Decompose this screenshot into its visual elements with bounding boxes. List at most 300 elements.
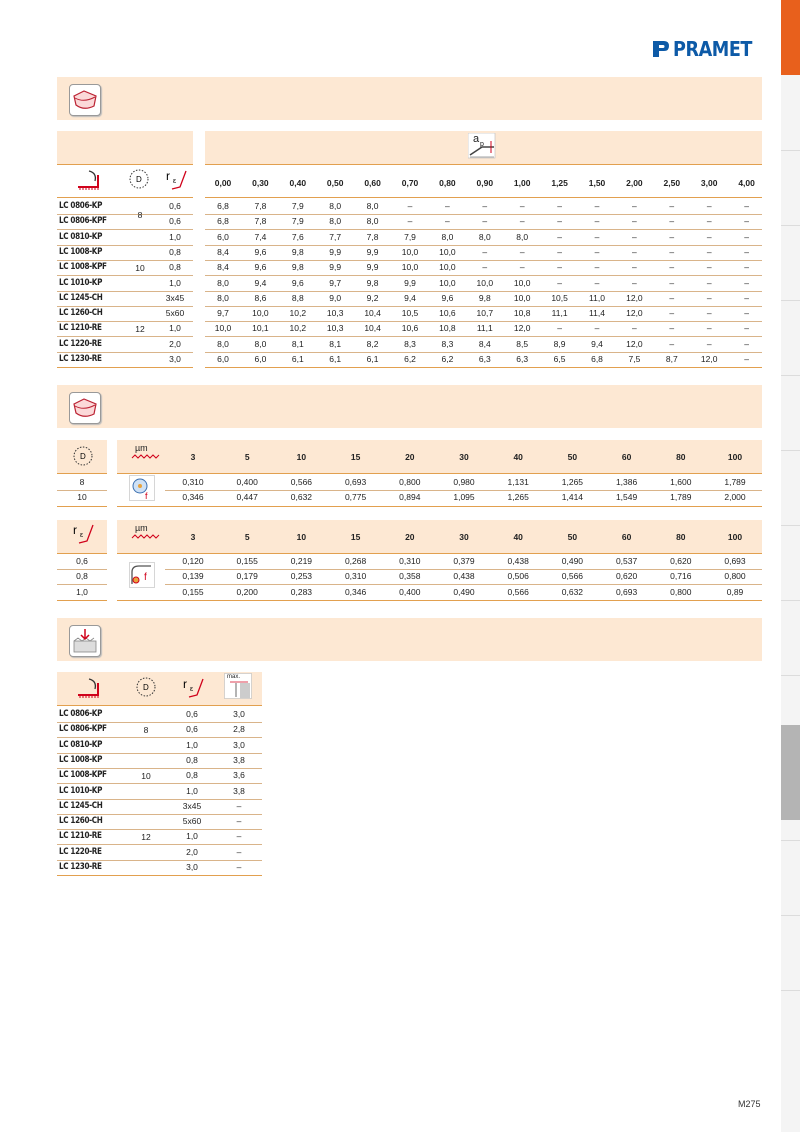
table-cell: 8,1 (329, 338, 342, 349)
table-cell: 12,0 (626, 338, 643, 349)
row-divider (205, 229, 762, 230)
row-divider (57, 722, 262, 723)
corner-radius-value: 1,0 (186, 739, 198, 750)
corner-radius-value: 0,8 (186, 770, 198, 781)
product-name: LC 1210-RE (59, 323, 102, 334)
table3-header-rule (117, 553, 762, 554)
table-cell: – (594, 262, 600, 273)
feed-value-cell: 0,447 (236, 492, 258, 503)
table-cell: 9,8 (478, 292, 491, 303)
table-cell: 10,5 (401, 308, 419, 319)
table-cell: – (594, 323, 600, 334)
roughness-column-header: 10 (296, 532, 307, 542)
row-divider (57, 214, 193, 215)
table1-left-header-band (57, 131, 193, 164)
product-name: LC 1220-RE (59, 846, 102, 857)
feed-value-cell: 0,438 (507, 556, 529, 566)
max-depth-value: – (236, 862, 242, 872)
ap-column-header: 1,25 (551, 178, 568, 188)
table-cell: – (669, 246, 675, 257)
feed-value-cell: 2,000 (724, 492, 746, 503)
feed-value-cell: 0,537 (615, 556, 638, 566)
table-cell: 9,4 (254, 277, 267, 288)
table-cell: – (706, 262, 712, 273)
feed-value-cell: 0,566 (290, 477, 313, 487)
table-cell: 8,1 (291, 338, 304, 349)
ap-column-header: 0,60 (364, 178, 381, 188)
table-cell: – (744, 277, 749, 288)
side-index-divider (781, 840, 800, 841)
max-depth-icon (224, 673, 252, 699)
table-cell: – (706, 292, 712, 303)
table1-header-rule (205, 164, 762, 165)
ap-column-header: 1,00 (513, 178, 531, 188)
table1-header-rule (57, 164, 193, 165)
table-cell: 6,2 (441, 354, 454, 364)
feed-value-cell: 0,120 (182, 556, 204, 566)
corner-radius-value: 5x60 (182, 816, 202, 827)
roughness-column-header: 30 (459, 452, 469, 462)
ap-column-header: 0,80 (439, 178, 456, 188)
product-name: LC 1230-RE (59, 354, 102, 364)
feed-value-cell: 1,789 (670, 492, 692, 503)
product-name: LC 1220-RE (59, 338, 102, 349)
table-cell: 6,1 (366, 354, 379, 364)
table-cell: 12,0 (626, 292, 643, 303)
table-cell: 10,4 (364, 323, 381, 334)
corner-radius-value: 3,0 (169, 354, 181, 364)
corner-radius-value: 0,8 (169, 262, 181, 273)
table-cell: 6,0 (217, 231, 229, 242)
side-index-divider (781, 600, 800, 601)
ap-column-header: 0,30 (252, 178, 269, 188)
diameter-value: 12 (141, 832, 151, 843)
feed-value-cell: 0,620 (670, 556, 692, 566)
table-cell: 11,1 (476, 323, 493, 334)
table-cell: – (706, 231, 712, 242)
table-cell: 6,2 (404, 354, 416, 364)
table-cell: 10,1 (252, 323, 269, 334)
row-divider (205, 245, 762, 246)
product-name: LC 1008-KP (59, 754, 103, 765)
table-cell: 9,7 (329, 277, 342, 288)
svg-text:ε: ε (80, 532, 84, 539)
feed-value-cell: 0,693 (724, 556, 746, 566)
feed-value-cell: 0,310 (399, 556, 421, 566)
ap-column-header: 0,00 (214, 178, 232, 188)
roughness-column-header: 15 (350, 452, 361, 462)
table-cell: – (669, 277, 675, 288)
table-cell: 12,0 (513, 323, 531, 334)
feed-value-cell: 0,490 (453, 586, 475, 597)
max-label: max. (227, 674, 241, 680)
feed-value-cell: 0,632 (561, 586, 584, 597)
feed-value-cell: 1,265 (561, 477, 584, 487)
product-name: LC 1010-KP (59, 785, 103, 796)
table-cell: 8,4 (217, 246, 229, 257)
ap-column-header: 1,50 (588, 178, 606, 188)
diameter-d-icon (72, 445, 94, 467)
table-cell: 8,3 (441, 338, 454, 349)
feed-value-cell: 0,775 (344, 492, 367, 503)
feed-value-cell: 0,400 (399, 586, 421, 597)
row-divider (57, 569, 107, 570)
section-band-3 (57, 618, 762, 661)
table1-bottom-rule (57, 367, 193, 368)
corner-radius-value: 0,8 (76, 571, 88, 582)
product-name: LC 0810-KP (59, 231, 103, 242)
table-cell: 6,3 (478, 354, 491, 364)
product-name: LC 0806-KPF (59, 216, 107, 227)
max-depth-value: – (236, 831, 242, 842)
roughness-column-header: 100 (727, 532, 743, 542)
row-divider (205, 352, 762, 353)
table-cell: – (407, 201, 413, 211)
table-cell: – (445, 201, 450, 211)
ap-column-header: 0,70 (401, 178, 419, 188)
corner-radius-value: 1,0 (76, 586, 88, 597)
roughness-column-header: 80 (676, 532, 686, 542)
feed-value-cell: 0,379 (453, 556, 475, 566)
row-divider (205, 260, 762, 261)
roughness-column-header: 50 (567, 532, 578, 542)
feed-diameter-icon (129, 475, 155, 501)
max-depth-value: 3,0 (233, 739, 245, 750)
table-cell: – (744, 231, 749, 242)
product-name: LC 0806-KP (59, 201, 103, 211)
row-divider (57, 844, 262, 845)
svg-text:D: D (136, 175, 142, 184)
table-cell: 10,0 (476, 277, 494, 288)
table-cell: 11,0 (589, 292, 605, 303)
table-cell: 8,6 (254, 292, 267, 303)
table-cell: 6,1 (291, 354, 304, 364)
table-cell: 9,8 (291, 262, 304, 273)
row-divider (57, 336, 193, 337)
table-cell: 6,8 (217, 201, 229, 211)
pramet-logo-icon (652, 39, 670, 59)
table-cell: – (744, 201, 749, 211)
roughness-column-header: 5 (244, 452, 250, 462)
table-cell: – (744, 308, 749, 319)
diameter-value: 8 (143, 725, 149, 736)
max-depth-value: 3,8 (233, 754, 245, 765)
table-cell: 8,3 (404, 338, 416, 349)
table2-header-rule (57, 473, 107, 474)
ap-column-header: 0,90 (476, 178, 494, 188)
svg-text:r: r (183, 677, 187, 691)
table-cell: 8,0 (366, 201, 379, 211)
insert-type-icon (75, 675, 101, 699)
row-divider (205, 275, 762, 276)
row-divider (165, 490, 762, 491)
row-divider (57, 814, 262, 815)
table-bottom-rule (57, 506, 107, 507)
table-cell: 8,0 (217, 338, 229, 349)
table-cell: 10,0 (214, 323, 232, 334)
table-cell: – (632, 201, 637, 211)
feed-value-cell: 0,490 (561, 556, 584, 566)
unit-label: µm (135, 523, 148, 533)
table-cell: 10,8 (513, 308, 531, 319)
svg-text:f: f (145, 491, 148, 501)
table-cell: – (706, 277, 712, 288)
feed-value-cell: 0,346 (182, 492, 204, 503)
table-cell: 10,0 (513, 277, 531, 288)
table-cell: 10,0 (439, 277, 456, 288)
roughness-column-header: 20 (405, 452, 415, 462)
table-cell: 10,5 (551, 292, 568, 303)
svg-text:ε: ε (190, 686, 194, 693)
table-cell: – (669, 231, 675, 242)
diameter-value: 10 (77, 492, 87, 503)
ap-column-header: 0,50 (326, 178, 344, 188)
feed-value-cell: 0,566 (507, 586, 529, 597)
feed-value-cell: 1,549 (615, 492, 638, 503)
svg-text:f: f (144, 572, 147, 583)
table-cell: – (519, 216, 525, 227)
table-cell: 9,6 (254, 262, 267, 273)
table-cell: 7,9 (404, 231, 416, 242)
feed-value-cell: 0,620 (615, 571, 638, 582)
corner-radius-value: 0,6 (169, 201, 181, 211)
table-cell: – (744, 338, 749, 349)
table-cell: 12,0 (626, 308, 643, 319)
ap-column-header: 2,00 (626, 178, 643, 188)
row-divider (57, 321, 193, 322)
table2-header-rule (117, 473, 762, 474)
table-cell: 9,8 (366, 277, 379, 288)
table-cell: – (482, 201, 488, 211)
table-cell: 8,0 (254, 338, 267, 349)
side-index-divider (781, 450, 800, 451)
corner-radius-value: 2,0 (169, 338, 181, 349)
table4-bottom-rule (57, 875, 262, 876)
roughness-column-header: 15 (350, 532, 361, 542)
table-cell: 8,5 (516, 338, 529, 349)
product-name: LC 1230-RE (59, 862, 102, 872)
table-cell: – (519, 201, 525, 211)
svg-text:ε: ε (173, 178, 177, 185)
table-cell: 6,0 (254, 354, 267, 364)
max-depth-value: 3,8 (233, 785, 245, 796)
table-cell: – (632, 277, 637, 288)
side-index-divider (781, 915, 800, 916)
corner-radius-value: 1,0 (169, 323, 181, 334)
row-divider (57, 306, 193, 307)
feed-value-cell: 0,310 (182, 477, 204, 487)
feed-value-cell: 0,693 (615, 586, 638, 597)
roughness-column-header: 40 (513, 532, 523, 542)
table-cell: 9,9 (404, 277, 416, 288)
corner-radius-value: 3,0 (186, 862, 198, 872)
row-divider (57, 229, 193, 230)
diameter-value: 12 (135, 324, 145, 335)
table-cell: 7,9 (291, 216, 304, 227)
table-cell: 8,0 (329, 216, 342, 227)
table-cell: – (594, 277, 600, 288)
corner-radius-value: 2,0 (186, 846, 198, 857)
table-cell: – (744, 354, 749, 364)
depth-of-cut-icon (69, 625, 101, 657)
table3-header-rule (57, 553, 107, 554)
table-cell: – (632, 262, 637, 273)
side-index-divider (781, 675, 800, 676)
corner-radius-value: 0,8 (169, 246, 181, 257)
max-depth-value: – (236, 816, 242, 827)
table-cell: – (706, 201, 712, 211)
table-cell: 10,0 (513, 292, 531, 303)
feed-value-cell: 0,400 (236, 477, 258, 487)
row-divider (57, 260, 193, 261)
table-cell: 8,0 (217, 292, 229, 303)
feed-value-cell: 0,155 (182, 586, 204, 597)
side-index-divider (781, 990, 800, 991)
row-divider (57, 860, 262, 861)
table-cell: – (744, 323, 749, 334)
table-cell: 10,6 (401, 323, 419, 334)
table-cell: 10,8 (439, 323, 456, 334)
table-cell: 10,2 (289, 308, 307, 319)
side-index-bar (781, 0, 800, 1132)
feed-value-cell: 1,131 (507, 477, 529, 487)
table1-subheader-rule (57, 197, 193, 198)
table-cell: 10,7 (476, 308, 494, 319)
feed-value-cell: 1,386 (615, 477, 638, 487)
section-band-2 (57, 385, 762, 428)
table-cell: – (482, 246, 488, 257)
page-number: M275 (738, 1099, 761, 1109)
table-cell: 8,4 (478, 338, 491, 349)
table-cell: – (557, 277, 562, 288)
table-cell: – (557, 323, 562, 334)
table-cell: – (594, 216, 600, 227)
row-divider (57, 245, 193, 246)
feed-value-cell: 0,894 (399, 492, 421, 503)
table-cell: 8,0 (441, 231, 454, 242)
table-cell: – (632, 246, 637, 257)
feed-value-cell: 0,155 (236, 556, 258, 566)
side-index-divider (781, 525, 800, 526)
table-cell: – (706, 308, 712, 319)
table-cell: – (632, 323, 637, 334)
corner-radius-value: 5x60 (165, 308, 185, 319)
corner-radius-value: 0,6 (169, 216, 181, 227)
row-divider (165, 569, 762, 570)
corner-radius-value: 1,0 (169, 231, 181, 242)
row-divider (57, 584, 107, 585)
roughness-column-header: 3 (190, 452, 196, 462)
product-name: LC 1260-CH (59, 308, 103, 319)
table-cell: 8,0 (478, 231, 491, 242)
table-cell: 10,0 (401, 262, 419, 273)
roughness-column-header: 10 (296, 452, 307, 462)
table-cell: 9,9 (366, 246, 379, 257)
table-cell: 9,4 (404, 292, 416, 303)
row-divider (57, 799, 262, 800)
diameter-value: 10 (135, 263, 145, 274)
max-depth-value: 3,6 (233, 770, 245, 781)
diameter-value: 10 (141, 771, 151, 782)
table-cell: 8,7 (665, 354, 678, 364)
table-cell: 9,4 (591, 338, 603, 349)
feed-value-cell: 0,438 (453, 571, 475, 582)
row-divider (57, 352, 193, 353)
feed-value-cell: 1,265 (507, 492, 529, 503)
max-depth-value: 3,0 (233, 709, 245, 719)
table-cell: 6,1 (329, 354, 342, 364)
table-cell: 7,9 (291, 201, 304, 211)
diameter-value: 8 (79, 477, 85, 487)
insert-profile-icon (69, 392, 101, 424)
table-cell: 9,2 (366, 292, 379, 303)
feed-value-cell: 0,179 (236, 571, 258, 582)
table-cell: – (669, 262, 675, 273)
feed-value-cell: 0,980 (453, 477, 475, 487)
table-cell: – (557, 246, 562, 257)
table-cell: – (669, 338, 675, 349)
table-cell: 6,8 (217, 216, 229, 227)
row-divider (165, 584, 762, 585)
table-cell: 10,6 (439, 308, 456, 319)
table-cell: – (557, 231, 562, 242)
table-cell: 6,3 (516, 354, 529, 364)
surface-roughness-icon (131, 523, 161, 543)
table-cell: 10,0 (439, 246, 456, 257)
section-band-1 (57, 77, 762, 120)
ap-symbol: a (473, 133, 480, 145)
roughness-column-header: 100 (727, 452, 743, 462)
row-divider (57, 737, 262, 738)
table-cell: – (669, 323, 675, 334)
ap-column-header: 0,40 (289, 178, 307, 188)
table-bottom-rule (57, 600, 107, 601)
row-divider (57, 490, 107, 491)
table-cell: – (706, 216, 712, 227)
depth-of-cut-ap-icon (468, 133, 496, 159)
table1-bottom-rule (205, 367, 762, 368)
table-cell: – (519, 262, 525, 273)
feed-radius-icon (129, 562, 155, 588)
brand-logo (652, 38, 763, 60)
feed-value-cell: 0,89 (726, 586, 744, 597)
table-cell: – (706, 246, 712, 257)
table-cell: 8,8 (291, 292, 304, 303)
table-cell: – (744, 262, 749, 273)
row-divider (57, 783, 262, 784)
table-cell: 10,3 (326, 323, 344, 334)
table-cell: 8,0 (217, 277, 229, 288)
table1-subheader-rule (205, 197, 762, 198)
side-index-divider (781, 225, 800, 226)
table-cell: 11,4 (589, 308, 605, 319)
feed-value-cell: 0,800 (670, 586, 692, 597)
roughness-column-header: 60 (621, 452, 632, 462)
table3-header-band (117, 520, 762, 553)
table-bottom-rule (117, 506, 762, 507)
feed-value-cell: 1,600 (670, 477, 692, 487)
table-cell: – (669, 292, 675, 303)
insert-type-icon (75, 167, 101, 191)
table-cell: 10,2 (289, 323, 307, 334)
table-cell: – (445, 216, 450, 227)
table-cell: – (669, 308, 675, 319)
table-cell: – (594, 201, 600, 211)
feed-value-cell: 0,693 (344, 477, 367, 487)
row-divider (205, 321, 762, 322)
table-cell: 7,4 (254, 231, 267, 242)
roughness-column-header: 50 (567, 452, 578, 462)
